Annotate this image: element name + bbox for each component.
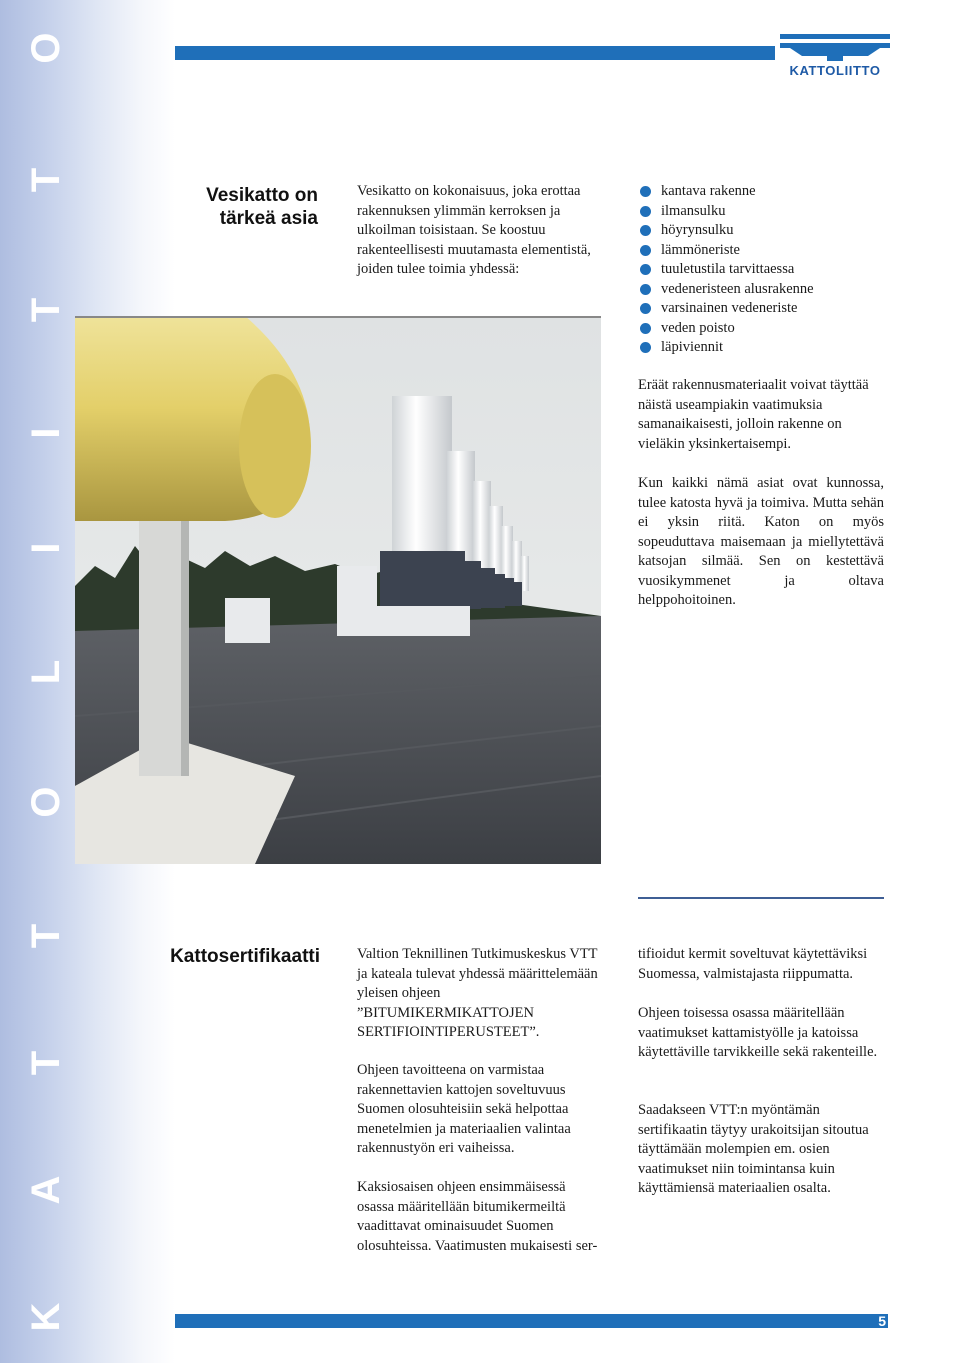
- list-item: lämmöneriste: [640, 241, 814, 261]
- list-item: läpiviennit: [640, 338, 814, 358]
- section-heading-kattosertifikaatti: Kattosertifikaatti: [170, 946, 320, 967]
- bullet-icon: [640, 323, 651, 334]
- bullet-icon: [640, 303, 651, 314]
- certificate-paragraph: Kaksiosaisen ohjeen ensimmäisessä osassa määritellään bitumikermeiltä vaadittavat ominaisuudet Suomen olosuhteissa. Vaatimusten mukaisesti ser-: [357, 1179, 598, 1254]
- heading-line: Vesikatto on: [206, 185, 318, 206]
- side-letter: T: [24, 1050, 68, 1076]
- bullet-icon: [640, 264, 651, 275]
- certificate-paragraph: Ohjeen toisessa osassa määritellään vaatimukset kattamistyölle ja katoissa käytettäville tarvikkeille sekä rakenteille.: [638, 1005, 878, 1060]
- heading-line: tärkeä asia: [219, 208, 318, 229]
- side-letter: K: [24, 1302, 68, 1332]
- section-heading-vesikatto: [175, 184, 318, 230]
- bullet-icon: [640, 342, 651, 353]
- certificate-paragraph: Ohjeen tavoitteena on varmistaa rakennettavien kattojen soveltuvuus Suomen olosuhteisiin sekä helpottaa menetelmien ja materiaalien valintaa rakennustyön eri vaiheissa.: [357, 1062, 571, 1156]
- list-item: höyrynsulku: [640, 221, 814, 241]
- bullet-icon: [640, 186, 651, 197]
- list-item: varsinainen vedeneriste: [640, 299, 814, 319]
- certificate-paragraph: Saadakseen VTT:n myöntämän sertifikaatin täytyy urakoitsijan sitoutua täyttämään molempien em. osien vaatimukset niin toimintansa kuin käyttämiensä materiaalien osalta.: [638, 1102, 869, 1196]
- roof-photo: [75, 316, 601, 864]
- bullet-icon: [640, 225, 651, 236]
- materials-paragraph: Eräät rakennusmateriaalit voivat täyttää näistä useampiakin vaatimuksia samanaikaisesti, jolloin rakenne on vieläkin yksinkertaisempi.: [638, 377, 869, 452]
- certificate-paragraph: Valtion Teknillinen Tutkimuskeskus VTT ja kateala tulevat yhdessä määrittelemään yleisen ohjeen ”BITUMIKERMIKATTOJEN SERTIFIOINTIPERUSTEET”.: [357, 946, 598, 1040]
- roof-elements-list: [640, 182, 814, 358]
- bottom-rule: [175, 1314, 888, 1328]
- landscape-paragraph: Kun kaikki nämä asiat ovat kunnossa, tulee katosta hyvä ja toimiva. Mutta sehän ei yksin riitä. Katon on myös sopeuduttava maisemaan ja miellytettävä katsojan silmää. Sen on kestettävä vuosikymmenet ja oltava helppohoitoinen.: [638, 475, 884, 608]
- side-letter: A: [24, 1175, 68, 1205]
- bullet-icon: [640, 245, 651, 256]
- logo-text: KATTOLIITTO: [789, 63, 881, 78]
- top-rule: [175, 46, 775, 60]
- page-number: 5: [878, 1313, 886, 1329]
- list-item: tuuletustila tarvittaessa: [640, 260, 814, 280]
- certificate-paragraph: tifioidut kermit soveltuvat käytettäviksi Suomessa, valmistajasta riippumatta.: [638, 946, 868, 982]
- intro-paragraph: Vesikatto on kokonaisuus, joka erottaa rakennuksen ylimmän kerroksen ja ulkoilman toisistaan. Se koostuu rakenteellisesti muutamasta elementistä, joiden tulee toimia yhdessä:: [357, 183, 591, 277]
- side-letter: T: [24, 923, 68, 949]
- list-item: ilmansulku: [640, 202, 814, 222]
- section-divider: [638, 897, 884, 899]
- side-letter: L: [24, 659, 68, 685]
- side-letter: T: [24, 167, 68, 193]
- side-letter: I: [24, 542, 68, 554]
- bullet-icon: [640, 284, 651, 295]
- list-item: veden poisto: [640, 319, 814, 339]
- list-item: vedeneristeen alusrakenne: [640, 280, 814, 300]
- side-letter: O: [24, 32, 68, 64]
- bullet-icon: [640, 206, 651, 217]
- side-letter: T: [24, 297, 68, 323]
- list-item: kantava rakenne: [640, 182, 814, 202]
- side-letter: O: [24, 786, 68, 818]
- side-letter: I: [24, 427, 68, 439]
